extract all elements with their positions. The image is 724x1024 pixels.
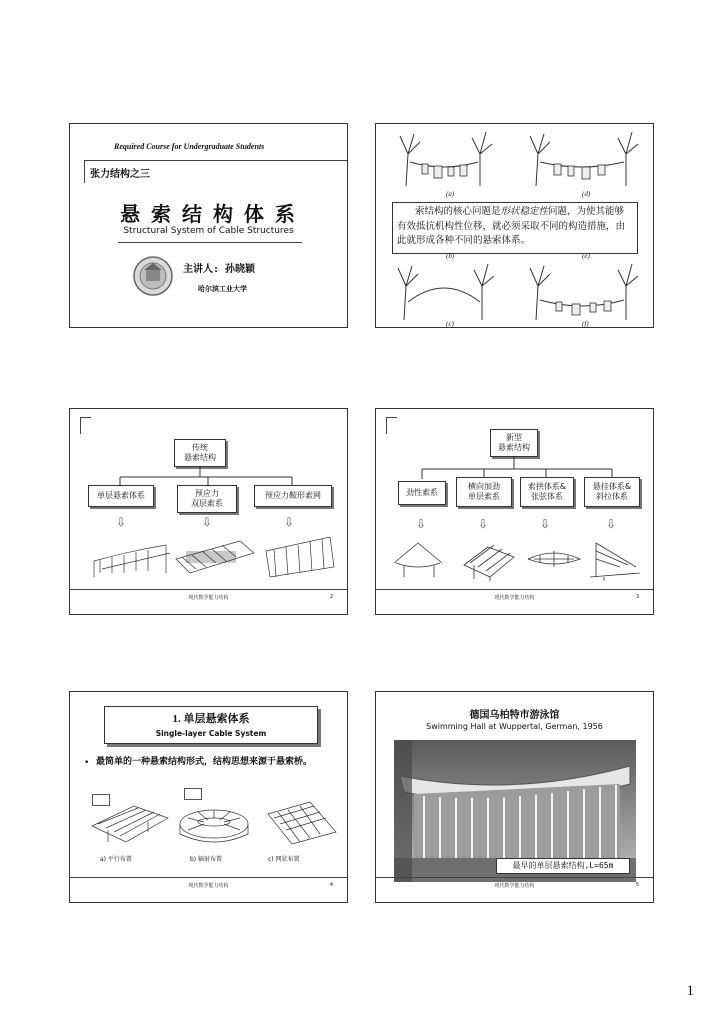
slide-footer — [70, 589, 347, 604]
child-node-suspension: 悬挂体系& 斜拉体系 — [584, 477, 640, 507]
title-cn: 悬 索 结 构 体 系 — [120, 202, 297, 226]
child-node-stiffened-single: 横向加劲 单层索系 — [456, 477, 512, 507]
title-divider — [118, 242, 302, 243]
university: 哈尔滨工业大学 — [198, 285, 247, 293]
slide-3 — [69, 408, 348, 615]
new-cable-drawings — [390, 537, 646, 583]
footer-text: 现代数学能力结构 — [188, 595, 229, 601]
lecturer: 主讲人: 孙晓颖 — [183, 264, 256, 275]
slide-footer — [70, 877, 347, 892]
building-title-en: Swimming Hall at Wuppertal, German, 1956 — [426, 722, 603, 731]
child-node-stiff-cable: 劲性索系 — [398, 481, 446, 505]
photo-caption: 最早的单层悬索结构,L=65m — [496, 858, 630, 874]
single-layer-cable-drawings — [88, 792, 340, 850]
figure-label-d: (d) — [582, 190, 591, 198]
corner-bracket — [80, 417, 91, 434]
child-node-saddle-net: 预应力鞍形索网 — [254, 485, 332, 507]
slide-6 — [375, 691, 654, 903]
figure-label-f: (f) — [582, 320, 589, 328]
caption-net: c) 网状布置 — [268, 856, 300, 863]
bullet-marker: • — [84, 758, 90, 768]
slide-5 — [69, 691, 348, 903]
section-title-en: Single-layer Cable System — [155, 729, 267, 738]
course-label: Required Course for Undergraduate Students — [114, 142, 265, 151]
tree-connectors — [70, 467, 348, 487]
building-title-cn: 德国乌柏特市游泳馆 — [469, 710, 560, 721]
child-node-cable-arch: 索拱体系& 张弦体系 — [520, 477, 574, 507]
down-arrow-icon: ⇩ — [116, 515, 127, 529]
university-seal-logo — [132, 255, 174, 297]
slide-2 — [375, 123, 654, 328]
footer-text: 现代数学能力结构 — [494, 883, 535, 889]
down-arrow-icon: ⇩ — [284, 515, 295, 529]
down-arrow-icon: ⇩ — [202, 515, 213, 529]
slide-footer — [376, 589, 653, 604]
down-arrow-icon: ⇩ — [540, 517, 551, 531]
callout-emphasis: 形状稳定性 — [500, 206, 549, 217]
slide-1 — [69, 123, 348, 328]
slide-page-number: 3 — [635, 594, 639, 600]
footer-text: 现代数学能力结构 — [188, 883, 229, 889]
root-node: 新型 悬索结构 — [490, 429, 538, 457]
bullet-text: 最简单的一种悬索结构形式，结构思想来源于悬索桥。 — [96, 757, 313, 767]
figure-label-a: (a) — [446, 190, 455, 198]
section-title-cn: 1. 单层悬索体系 — [172, 713, 250, 725]
down-arrow-icon: ⇩ — [416, 517, 427, 531]
down-arrow-icon: ⇩ — [478, 517, 489, 531]
traditional-cable-drawings — [90, 533, 340, 583]
caption-parallel: a) 平行布置 — [100, 856, 132, 863]
figure-label-b: (b) — [446, 252, 455, 260]
down-arrow-icon: ⇩ — [606, 517, 617, 531]
figure-label-c: (c) — [446, 320, 454, 328]
caption-radial: b) 辐射布置 — [190, 856, 223, 863]
footer-text: 现代数学能力结构 — [494, 595, 535, 601]
title-en: Structural System of Cable Structures — [123, 226, 294, 236]
child-node-single-layer: 单层悬索体系 — [88, 485, 154, 507]
slide-page-number: 4 — [329, 882, 333, 888]
slide-4 — [375, 408, 654, 615]
root-node: 传统 悬索结构 — [174, 439, 226, 467]
callout-text-pre: 索结构的核心问题是 — [415, 206, 501, 217]
slide-page-number: 5 — [635, 882, 639, 888]
child-node-double-layer: 预应力 双层索系 — [177, 485, 237, 513]
figure-label-e: (e) — [582, 252, 590, 260]
slide-page-number: 2 — [329, 594, 333, 600]
title-box — [104, 706, 318, 744]
series-title: 张力结构之三 — [90, 169, 150, 180]
slide-footer — [376, 877, 653, 892]
document-page-number: 1 — [686, 983, 694, 999]
corner-bracket — [386, 417, 397, 434]
callout-box — [392, 202, 638, 254]
callout-text-post: 问题，为使其能够有效抵抗机构性位移，就必须采取不同的构造措施，由此就形成各种不同的悬索体系。 — [397, 206, 626, 247]
